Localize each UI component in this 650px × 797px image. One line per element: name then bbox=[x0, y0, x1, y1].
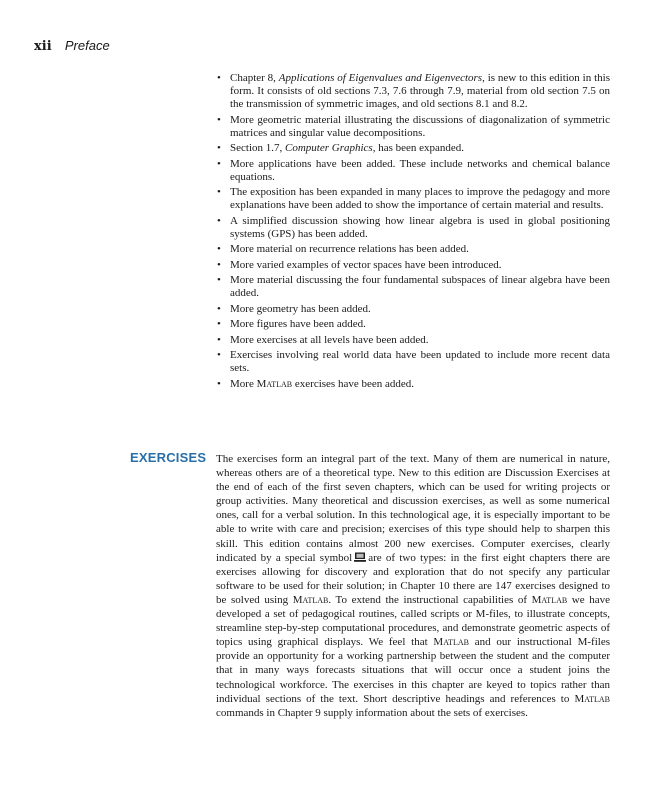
exercises-paragraph: The exercises form an integral part of the text. Many of them are numerical in nature, whereas others are of a theoretical type. New to this edition are Discussion Exercises at the end of each of the first seven chapters, which can be used for writing projects or group activities. Many theoretical and discussion exercises, as well as some numerical ones, call for a verbal solution. In this technological age, it is especially important to be able to write with care and precision; exercises of this type should help to sharpen this skill. This edition contains almost 200 new exercises. Computer exercises, clearly indicated by a special symbol are of two types: in the first eight chapters there are exercises allowing for discovery and exploration that do not specify any particular software to be used for their solution; in Chapter 10 there are 147 exercises designed to be solved using Matlab. To extend the instructional capabilities of Matlab we have developed a set of pedagogical routines, called scripts or M-files, to illustrate concepts, streamline step-by-step computational procedures, and demonstrate geometric aspects of topics using graphical displays. We feel that Matlab and our instructional M-files provide an opportunity for a working partnership between the student and the computer that in many ways forecasts situations that will occur once a student joins the technological workforce. The exercises in this chapter are keyed to topics rather than individual sections of the text. Short descriptive headings and references to Matlab commands in Chapter 9 supply information about the sets of exercises. bbox=[216, 453, 610, 719]
list-item: • More material discussing the four fundamental subspaces of linear algebra have been added. bbox=[216, 274, 610, 300]
list-item: • More figures have been added. bbox=[216, 318, 610, 331]
list-item: • More varied examples of vector spaces have been introduced. bbox=[216, 259, 610, 272]
list-item: • More Matlab exercises have been added. bbox=[216, 378, 610, 391]
list-item: • The exposition has been expanded in many places to improve the pedagogy and more explanations have been added to show the importance of certain material and results. bbox=[216, 186, 610, 212]
computer-icon bbox=[354, 552, 366, 562]
list-item: • Chapter 8, Applications of Eigenvalues and Eigenvectors, is new to this edition in this form. It consists of old sections 7.3, 7.6 through 7.9, material from old section 7.5 on the transmission of symmetric images, and old sections 8.1 and 8.2. bbox=[216, 72, 610, 111]
list-item: • More material on recurrence relations has been added. bbox=[216, 243, 610, 256]
list-item: • More geometry has been added. bbox=[216, 303, 610, 316]
list-item: • A simplified discussion showing how linear algebra is used in global positioning systems (GPS) has been added. bbox=[216, 215, 610, 241]
page-header bbox=[34, 38, 110, 54]
change-list bbox=[216, 72, 610, 393]
running-title: Preface bbox=[64, 38, 110, 53]
list-item: • More exercises at all levels have been added. bbox=[216, 334, 610, 347]
list-item: • Exercises involving real world data have been updated to include more recent data sets. bbox=[216, 349, 610, 375]
section-heading: EXERCISES bbox=[130, 450, 207, 465]
list-item: • More geometric material illustrating the discussions of diagonalization of symmetric matrices and singular value decompositions. bbox=[216, 114, 610, 140]
list-item: • More applications have been added. These include networks and chemical balance equations. bbox=[216, 158, 610, 184]
page-number: xii bbox=[34, 39, 52, 54]
list-item: • Section 1.7, Computer Graphics, has been expanded. bbox=[216, 142, 610, 155]
